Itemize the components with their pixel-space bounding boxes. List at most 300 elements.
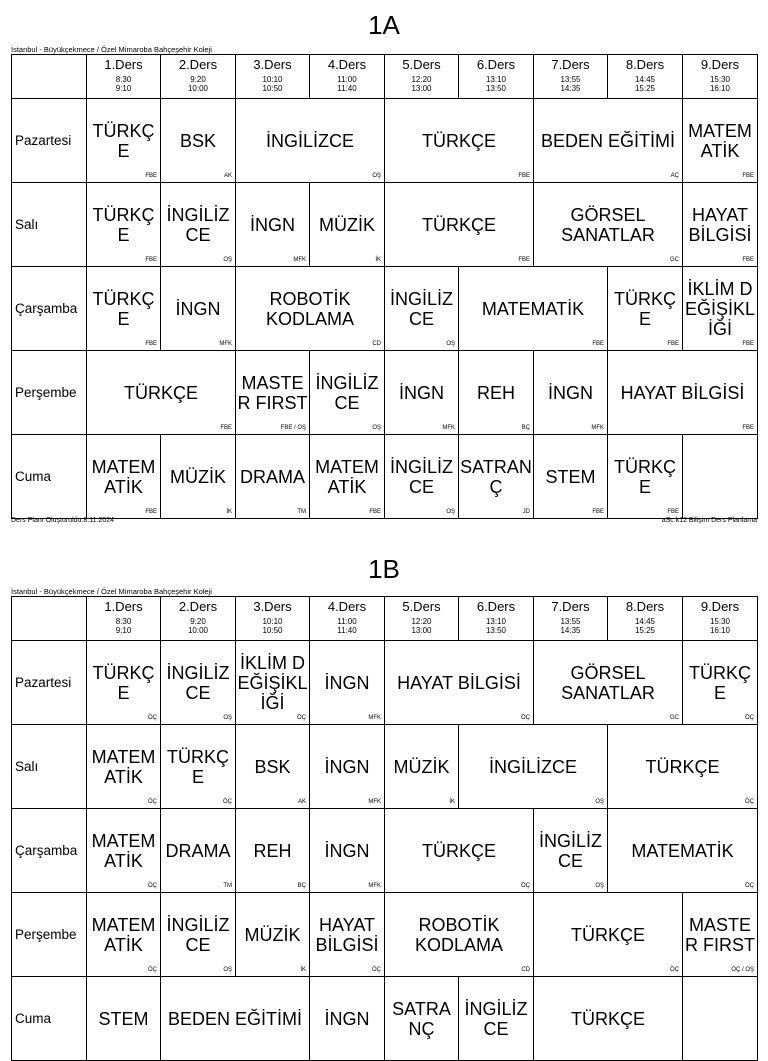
lesson-subject: TÜRKÇE [421, 214, 496, 235]
lesson-teacher: FBE [145, 173, 157, 179]
lesson-cell [608, 809, 758, 893]
lesson-teacher: ÖÇ [521, 715, 530, 721]
period-end: 15:25 [634, 626, 656, 635]
lesson-teacher: JD [522, 509, 530, 515]
lesson-subject: BEDEN EĞİTİMİ [540, 130, 675, 151]
lesson-subject: TÜRKÇE [614, 288, 676, 329]
lesson-subject: İNGİLİZCE [389, 288, 453, 329]
lesson-teacher: CD [372, 341, 381, 347]
lesson-cell [236, 267, 385, 351]
lesson-cell [87, 977, 161, 1061]
period-end: 11:40 [337, 84, 357, 93]
lesson-subject: MATEMATİK [91, 456, 156, 497]
header-row [12, 597, 758, 641]
lesson-subject: MÜZİK [393, 756, 450, 777]
period-header [459, 55, 534, 99]
period-header [534, 597, 608, 641]
lesson-cell [236, 351, 310, 435]
lesson-cell [534, 99, 683, 183]
period-name: 9.Ders [700, 599, 740, 614]
period-end: 10:50 [262, 84, 283, 93]
lesson-subject: İNGİLİZCE [538, 830, 602, 871]
lesson-subject: ROBOTİK KODLAMA [265, 288, 355, 329]
lesson-cell [534, 435, 608, 519]
period-header [683, 597, 758, 641]
period-start: 10:10 [262, 75, 283, 84]
period-end: 9:10 [115, 626, 132, 635]
period-header [310, 55, 385, 99]
lesson-cell [385, 267, 459, 351]
lesson-teacher: MFK [293, 257, 306, 263]
day-name: Salı [12, 725, 87, 809]
lesson-subject: TÜRKÇE [421, 840, 496, 861]
lesson-teacher: BÇ [297, 883, 306, 889]
lesson-teacher: İK [300, 967, 306, 973]
lesson-cell [608, 435, 683, 519]
lesson-subject: İNGİLİZCE [488, 756, 577, 777]
lesson-teacher: İK [375, 257, 381, 263]
period-name: 9.Ders [700, 57, 740, 72]
lesson-subject: HAYAT BİLGİSİ [315, 914, 379, 955]
lesson-subject: MATEMATİK [481, 298, 585, 319]
period-start: 9:20 [190, 75, 206, 84]
period-end: 11:40 [337, 626, 357, 635]
day-name: Cuma [12, 435, 87, 519]
lesson-cell [534, 183, 683, 267]
lesson-teacher: FBE [369, 509, 381, 515]
lesson-cell [236, 99, 385, 183]
period-start: 12:20 [411, 75, 432, 84]
lesson-subject: MÜZİK [319, 214, 375, 235]
lesson-cell [87, 641, 161, 725]
period-start: 8:30 [115, 617, 132, 626]
lesson-cell [683, 267, 758, 351]
lesson-subject: STEM [98, 1008, 149, 1029]
lesson-teacher: TM [297, 509, 306, 515]
lesson-teacher: GC [670, 257, 679, 263]
day-name: Çarşamba [12, 809, 87, 893]
period-name: 2.Ders [178, 599, 218, 614]
lesson-subject: TÜRKÇE [123, 382, 198, 403]
lesson-teacher: ÖÇ [148, 883, 157, 889]
class-title: 1B [368, 554, 400, 584]
lesson-teacher: OŞ [372, 425, 381, 431]
lesson-subject: MATEMATİK [631, 840, 734, 861]
period-name: 4.Ders [327, 57, 367, 72]
lesson-subject: MATEMATİK [688, 120, 752, 161]
lesson-cell [87, 893, 161, 977]
lesson-subject: İNGN [399, 382, 444, 403]
lesson-subject: İNGN [324, 1008, 370, 1029]
lesson-teacher: OŞ [223, 715, 232, 721]
lesson-teacher: İK [226, 509, 232, 515]
lesson-teacher: CD [521, 967, 530, 973]
lesson-cell [236, 725, 310, 809]
period-end: 16:10 [709, 626, 731, 635]
lesson-subject: SATRANÇ [460, 456, 532, 497]
lesson-cell [534, 809, 608, 893]
lesson-teacher: ÖÇ [745, 715, 754, 721]
period-header [683, 55, 758, 99]
lesson-subject: TÜRKÇE [645, 756, 720, 777]
period-end: 9:10 [115, 84, 132, 93]
lesson-teacher: AÇ [670, 173, 679, 179]
lesson-subject: HAYAT BİLGİSİ [620, 382, 745, 403]
lesson-cell [683, 893, 758, 977]
lesson-cell [87, 435, 161, 519]
day-name: Cuma [12, 977, 87, 1061]
lesson-cell [385, 641, 534, 725]
period-name: 6.Ders [476, 57, 516, 72]
period-header [608, 597, 683, 641]
period-name: 5.Ders [402, 599, 441, 614]
lesson-subject: İNGİLİZCE [315, 372, 379, 413]
timetable [11, 596, 758, 1061]
lesson-subject: STEM [545, 466, 596, 487]
day-row [12, 351, 758, 435]
lesson-cell [236, 435, 310, 519]
lesson-subject: TÜRKÇE [92, 662, 155, 703]
lesson-cell [161, 267, 236, 351]
lesson-teacher: FBE [145, 257, 157, 263]
lesson-teacher: ÖÇ [148, 967, 157, 973]
period-header [608, 55, 683, 99]
lesson-subject: İNGİLİZCE [166, 662, 230, 703]
lesson-cell [534, 893, 683, 977]
lesson-cell [608, 351, 758, 435]
lesson-teacher: FBE [518, 173, 530, 179]
lesson-teacher: MFK [442, 425, 455, 431]
period-start: 13:55 [560, 75, 581, 84]
period-start: 8:30 [115, 75, 132, 84]
lesson-subject: GÖRSEL SANATLAR [561, 662, 655, 703]
lesson-cell [385, 183, 534, 267]
lesson-subject: MATEMATİK [91, 830, 156, 871]
lesson-teacher: ÖÇ [745, 799, 754, 805]
day-row [12, 267, 758, 351]
lesson-subject: TÜRKÇE [421, 130, 496, 151]
period-name: 8.Ders [625, 57, 665, 72]
period-end: 10:50 [262, 626, 283, 635]
lesson-subject: ROBOTİK KODLAMA [414, 914, 504, 955]
lesson-subject: İNGİLİZCE [265, 130, 354, 151]
lesson-subject: İKLİM DEĞİŞİKLİĞİ [684, 278, 756, 339]
period-header [534, 55, 608, 99]
period-header [161, 55, 236, 99]
lesson-cell [534, 351, 608, 435]
lesson-subject: BSK [254, 756, 291, 777]
lesson-cell [161, 809, 236, 893]
corner-cell [12, 55, 87, 99]
lesson-teacher: OŞ [595, 799, 604, 805]
day-name: Çarşamba [12, 267, 87, 351]
lesson-cell [87, 725, 161, 809]
period-start: 12:20 [411, 617, 432, 626]
period-end: 10:00 [187, 626, 209, 635]
lesson-teacher: FBE [145, 509, 157, 515]
period-header [236, 597, 310, 641]
lesson-teacher: MFK [368, 715, 381, 721]
period-start: 13:10 [485, 617, 507, 626]
lesson-cell [161, 99, 236, 183]
period-start: 13:55 [560, 617, 581, 626]
period-end: 14:35 [560, 84, 581, 93]
lesson-cell [310, 977, 385, 1061]
footer-created: Ders Planı Oluşturuldu:8.11.2024 [11, 517, 114, 524]
lesson-subject: TÜRKÇE [92, 204, 155, 245]
lesson-teacher: AK [297, 799, 306, 805]
period-name: 7.Ders [551, 599, 590, 614]
lesson-teacher: OŞ [223, 257, 232, 263]
class-title: 1A [368, 10, 400, 40]
lesson-subject: İNGN [324, 672, 370, 693]
period-name: 1.Ders [104, 599, 143, 614]
lesson-subject: MATEMATİK [315, 456, 379, 497]
period-name: 1.Ders [104, 57, 143, 72]
lesson-subject: DRAMA [239, 466, 305, 487]
lesson-subject: BEDEN EĞİTİMİ [167, 1008, 302, 1029]
lesson-cell [161, 183, 236, 267]
lesson-cell [161, 641, 236, 725]
period-start: 10:10 [262, 617, 283, 626]
lesson-cell [236, 809, 310, 893]
lesson-cell [683, 183, 758, 267]
period-start: 14:45 [634, 75, 656, 84]
lesson-subject: MÜZİK [170, 466, 226, 487]
day-row [12, 977, 758, 1061]
lesson-cell [534, 977, 683, 1061]
lesson-cell [310, 435, 385, 519]
lesson-subject: İKLİM DEĞİŞİKLİĞİ [237, 652, 308, 713]
lesson-cell [385, 809, 534, 893]
period-name: 3.Ders [253, 599, 292, 614]
period-start: 15:30 [709, 75, 731, 84]
lesson-cell [459, 351, 534, 435]
lesson-cell [87, 351, 236, 435]
day-name: Pazartesi [12, 99, 87, 183]
lesson-subject: İNGN [175, 298, 221, 319]
lesson-teacher: MFK [591, 425, 604, 431]
period-header [459, 597, 534, 641]
period-name: 3.Ders [253, 57, 292, 72]
lesson-cell [161, 725, 236, 809]
lesson-teacher: FBE [742, 257, 754, 263]
lesson-subject: TÜRKÇE [570, 924, 645, 945]
lesson-cell [236, 893, 310, 977]
lesson-subject: MATEMATİK [91, 914, 156, 955]
lesson-cell [608, 267, 683, 351]
footer-software: aSc k12 Bilişim Ders Planlama [661, 517, 757, 524]
lesson-cell [310, 641, 385, 725]
lesson-subject: İNGİLİZCE [389, 456, 453, 497]
lesson-subject: TÜRKÇE [614, 456, 676, 497]
lesson-teacher: FBE [220, 425, 232, 431]
lesson-subject: MASTER FIRST [237, 372, 308, 413]
school-name: İstanbul - Büyükçekmece / Özel Mimaroba Bahçeşehir Koleji [11, 45, 212, 54]
lesson-subject: HAYAT BİLGİSİ [688, 204, 752, 245]
lesson-teacher: FBE [592, 341, 604, 347]
lesson-subject: İNGİLİZCE [166, 914, 230, 955]
lesson-subject: İNGİLİZCE [166, 204, 230, 245]
lesson-subject: TÜRKÇE [92, 120, 155, 161]
lesson-cell [87, 99, 161, 183]
period-start: 15:30 [709, 617, 731, 626]
lesson-teacher: ÖÇ / OŞ [731, 967, 754, 973]
header-row [12, 55, 758, 99]
lesson-subject: İNGN [548, 382, 593, 403]
lesson-cell [459, 435, 534, 519]
lesson-cell [87, 267, 161, 351]
school-name: İstanbul - Büyükçekmece / Özel Mimaroba Bahçeşehir Koleji [11, 587, 212, 596]
lesson-subject: TÜRKÇE [570, 1008, 645, 1029]
lesson-cell [87, 183, 161, 267]
lesson-teacher: ÖÇ [521, 883, 530, 889]
period-start: 11:00 [337, 617, 357, 626]
lesson-cell [385, 893, 534, 977]
period-start: 11:00 [337, 75, 357, 84]
day-row [12, 183, 758, 267]
period-start: 9:20 [190, 617, 206, 626]
period-start: 13:10 [485, 75, 507, 84]
period-start: 14:45 [634, 617, 656, 626]
lesson-subject: TÜRKÇE [689, 662, 751, 703]
period-name: 4.Ders [327, 599, 367, 614]
lesson-cell [310, 183, 385, 267]
lesson-teacher: ÖÇ [148, 715, 157, 721]
lesson-subject: MASTER FIRST [685, 914, 755, 955]
period-header [87, 55, 161, 99]
lesson-cell [385, 351, 459, 435]
day-name: Salı [12, 183, 87, 267]
lesson-cell [310, 351, 385, 435]
day-name: Perşembe [12, 351, 87, 435]
lesson-subject: İNGN [324, 756, 370, 777]
lesson-cell [683, 99, 758, 183]
period-end: 15:25 [634, 84, 656, 93]
day-row [12, 435, 758, 519]
lesson-subject: MÜZİK [244, 924, 301, 945]
lesson-cell [161, 977, 310, 1061]
lesson-cell [236, 183, 310, 267]
lesson-cell [385, 977, 459, 1061]
lesson-teacher: İK [449, 799, 455, 805]
lesson-cell [87, 809, 161, 893]
period-end: 13:50 [485, 626, 507, 635]
lesson-teacher: FBE [667, 509, 679, 515]
day-row [12, 725, 758, 809]
lesson-subject: HAYAT BİLGİSİ [397, 672, 521, 693]
lesson-cell [161, 435, 236, 519]
day-name: Pazartesi [12, 641, 87, 725]
lesson-teacher: ÖÇ [297, 715, 306, 721]
day-row [12, 99, 758, 183]
lesson-subject: İNGİLİZCE [464, 998, 528, 1039]
period-header [385, 597, 459, 641]
lesson-teacher: FBE [742, 425, 754, 431]
period-header [87, 597, 161, 641]
period-end: 13:00 [411, 626, 432, 635]
lesson-teacher: FBE [742, 173, 754, 179]
day-row [12, 641, 758, 725]
lesson-subject: BSK [179, 130, 217, 151]
lesson-subject: REH [253, 840, 292, 861]
lesson-cell [608, 725, 758, 809]
lesson-subject: İNGN [250, 214, 295, 235]
lesson-teacher: ÖÇ [670, 967, 679, 973]
corner-cell [12, 597, 87, 641]
lesson-teacher: MFK [368, 799, 381, 805]
lesson-cell [683, 641, 758, 725]
period-name: 5.Ders [402, 57, 441, 72]
period-end: 10:00 [187, 84, 209, 93]
lesson-teacher: TM [223, 883, 232, 889]
period-name: 6.Ders [476, 599, 516, 614]
lesson-subject: GÖRSEL SANATLAR [561, 204, 655, 245]
lesson-teacher: ÖÇ [745, 883, 754, 889]
period-header [161, 597, 236, 641]
lesson-teacher: OŞ [446, 341, 455, 347]
period-name: 2.Ders [178, 57, 218, 72]
lesson-subject: MATEMATİK [91, 746, 156, 787]
lesson-teacher: FBE [518, 257, 530, 263]
lesson-cell [310, 809, 385, 893]
lesson-subject: SATRANÇ [392, 998, 451, 1039]
lesson-teacher: ÖÇ [223, 799, 232, 805]
lesson-teacher: MFK [219, 341, 232, 347]
period-name: 7.Ders [551, 57, 590, 72]
lesson-cell [534, 641, 683, 725]
lesson-teacher: FBE [742, 341, 754, 347]
day-row [12, 893, 758, 977]
lesson-cell [161, 893, 236, 977]
lesson-teacher: OŞ [595, 883, 604, 889]
lesson-cell [459, 725, 608, 809]
lesson-teacher: FBE [145, 341, 157, 347]
lesson-cell [236, 641, 310, 725]
day-row [12, 809, 758, 893]
period-end: 13:50 [485, 84, 507, 93]
day-name: Perşembe [12, 893, 87, 977]
period-end: 13:00 [411, 84, 432, 93]
lesson-cell [459, 267, 608, 351]
lesson-subject: TÜRKÇE [167, 746, 229, 787]
timetable [11, 54, 758, 519]
lesson-teacher: OŞ [446, 509, 455, 515]
lesson-teacher: AK [223, 173, 232, 179]
lesson-teacher: FBE [667, 341, 679, 347]
lesson-teacher: ÖÇ [148, 799, 157, 805]
lesson-cell [385, 725, 459, 809]
lesson-cell [310, 893, 385, 977]
lesson-subject: REH [476, 382, 515, 403]
lesson-teacher: ÖÇ [372, 967, 381, 973]
lesson-teacher: GC [670, 715, 679, 721]
lesson-subject: İNGN [324, 840, 370, 861]
period-header [236, 55, 310, 99]
period-header [310, 597, 385, 641]
lesson-teacher: FBE / OŞ [280, 425, 306, 431]
lesson-cell [385, 99, 534, 183]
lesson-cell [459, 977, 534, 1061]
lesson-cell [683, 435, 758, 519]
lesson-teacher: MFK [368, 883, 381, 889]
period-name: 8.Ders [625, 599, 665, 614]
lesson-teacher: OŞ [372, 173, 381, 179]
lesson-subject: TÜRKÇE [92, 288, 155, 329]
lesson-teacher: BÇ [521, 425, 530, 431]
lesson-cell [683, 977, 758, 1061]
lesson-teacher: FBE [592, 509, 604, 515]
